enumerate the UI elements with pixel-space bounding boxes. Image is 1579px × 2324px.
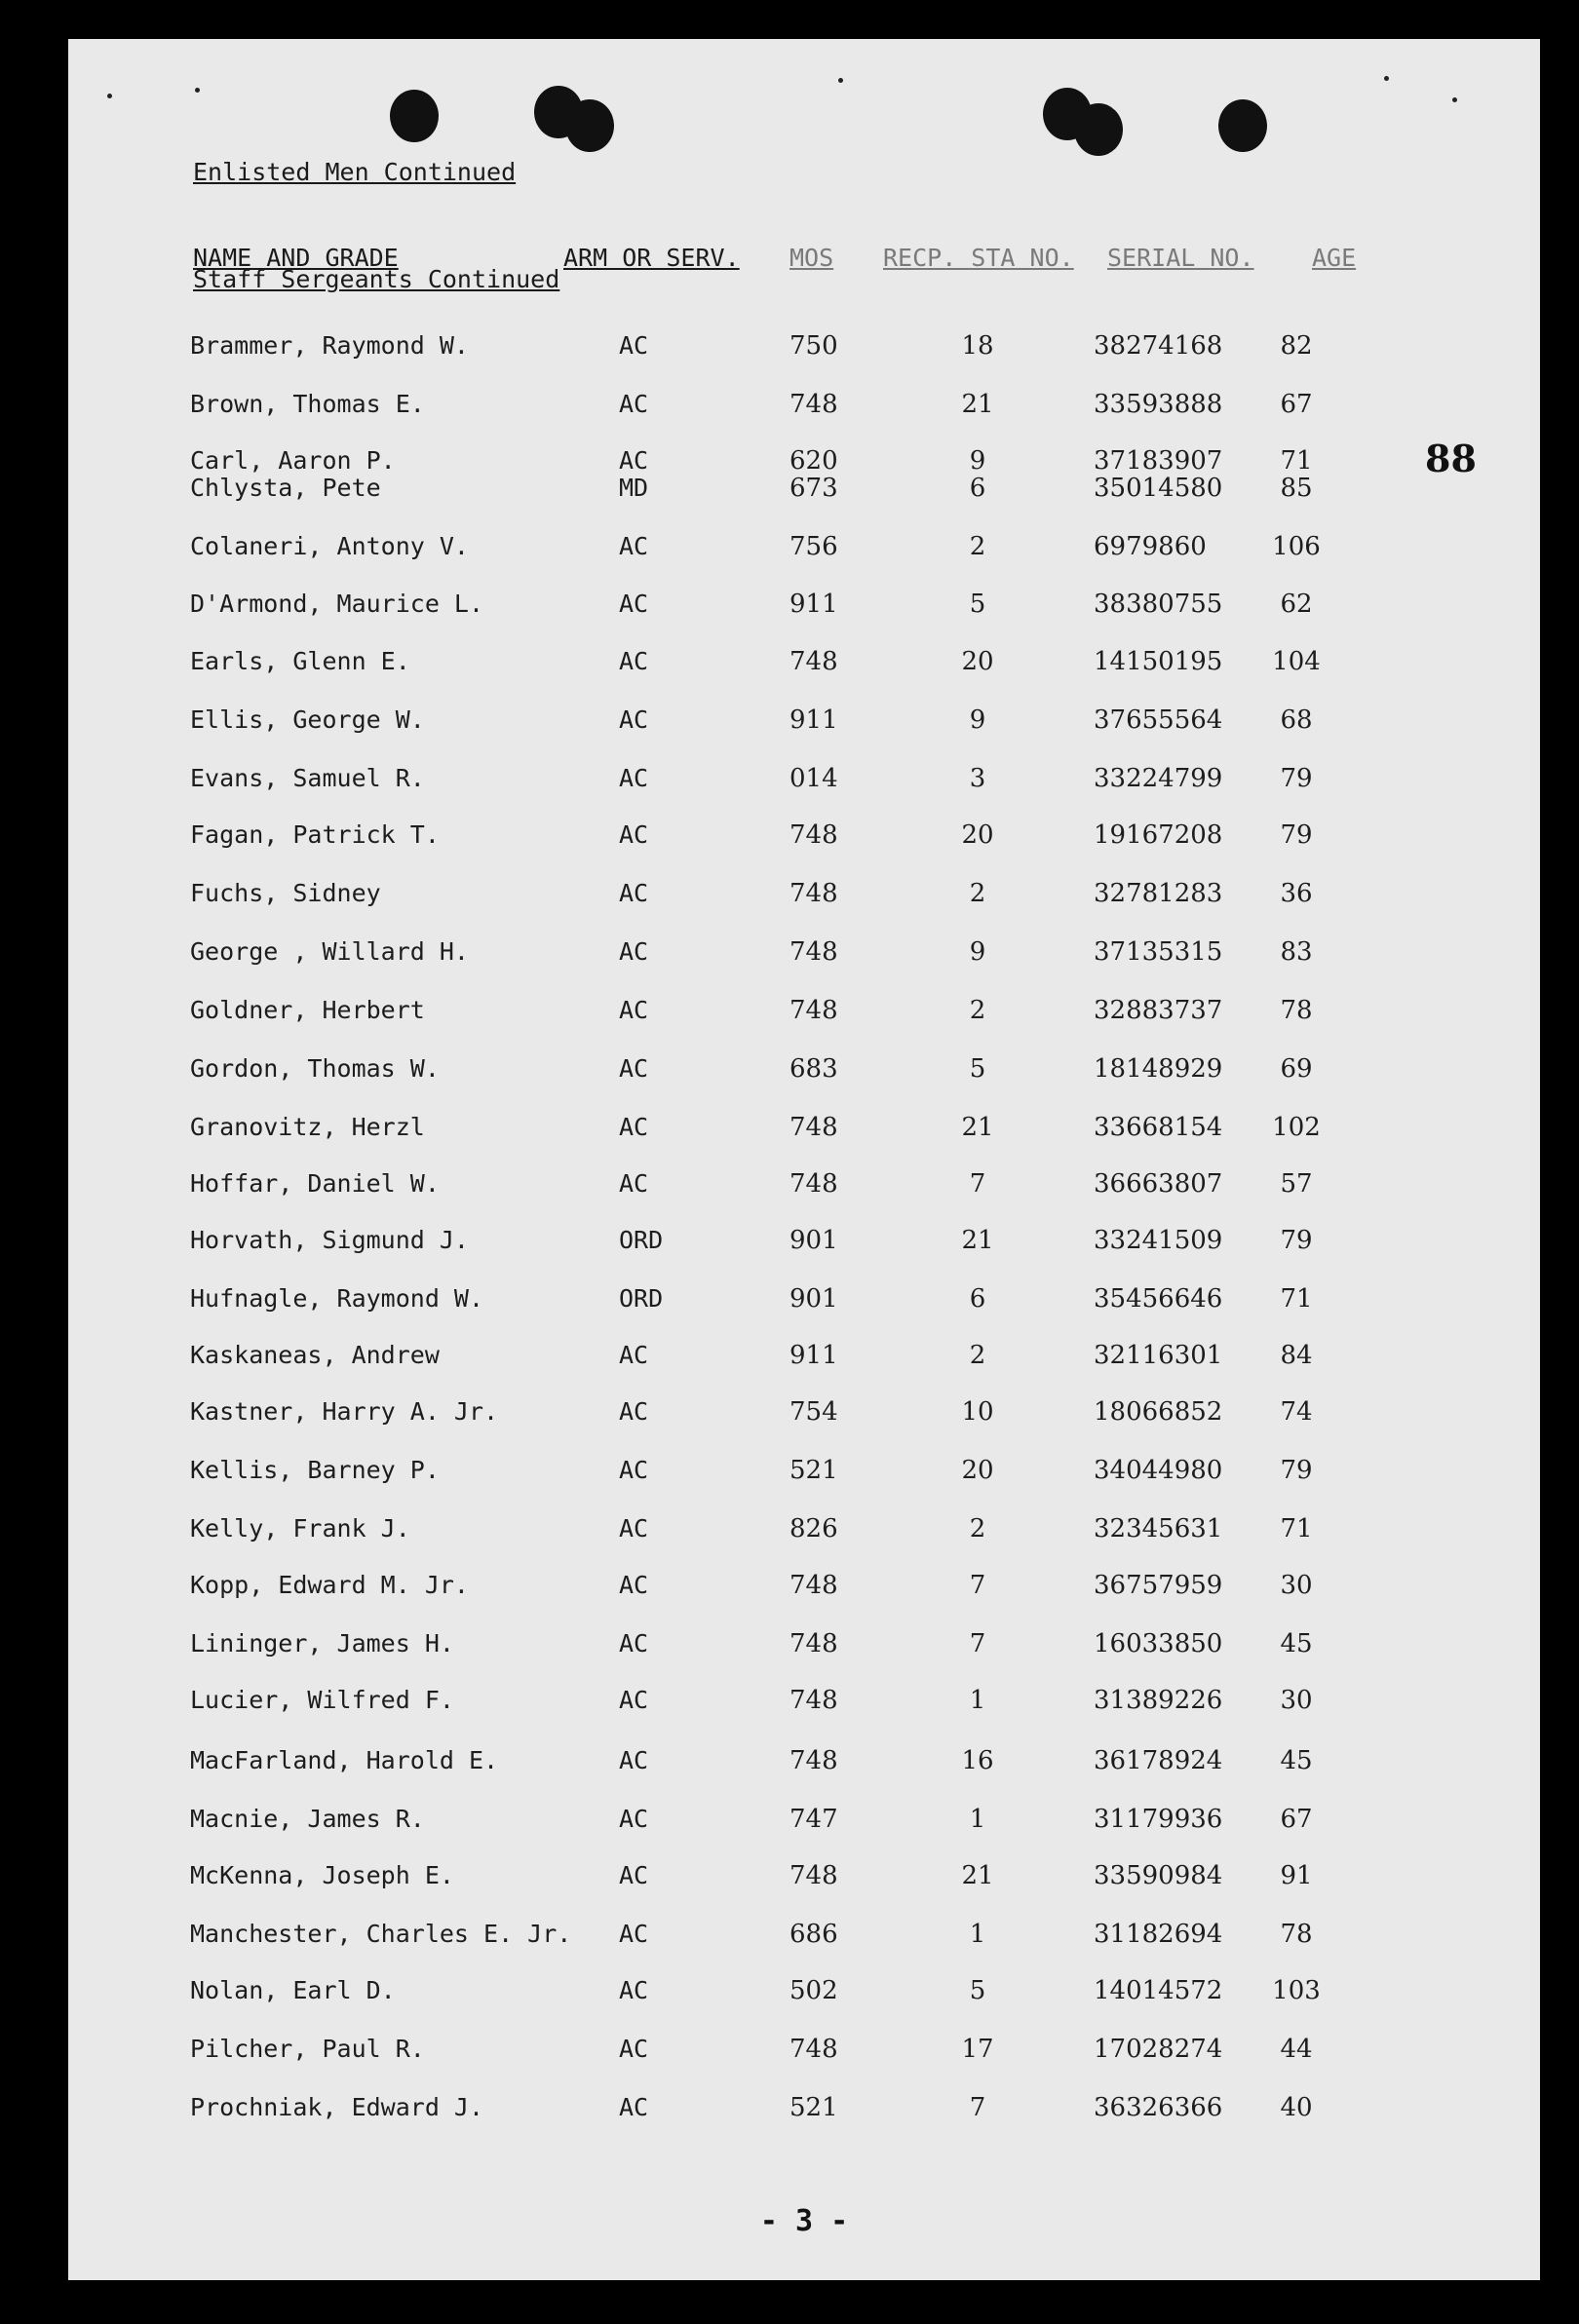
punch-hole bbox=[1074, 103, 1123, 156]
cell-arm: AC bbox=[619, 1746, 649, 1774]
cell-serial: 32781283 bbox=[1094, 879, 1223, 908]
cell-mos: 748 bbox=[790, 390, 838, 419]
cell-mos: 014 bbox=[790, 764, 838, 793]
cell-age: 79 bbox=[1280, 1226, 1313, 1255]
cell-age: 82 bbox=[1280, 331, 1313, 361]
cell-serial: 32883737 bbox=[1094, 996, 1223, 1025]
cell-mos: 748 bbox=[790, 879, 838, 908]
punch-hole bbox=[565, 99, 614, 152]
cell-age: 45 bbox=[1280, 1629, 1313, 1658]
cell-name: Earls, Glenn E. bbox=[190, 647, 410, 675]
cell-recp: 10 bbox=[961, 1397, 994, 1427]
cell-arm: AC bbox=[619, 2093, 649, 2121]
cell-serial: 36663807 bbox=[1094, 1169, 1223, 1199]
cell-serial: 31179936 bbox=[1094, 1805, 1223, 1834]
table-row bbox=[68, 590, 1540, 619]
cell-name: Kaskaneas, Andrew bbox=[190, 1341, 440, 1369]
cell-mos: 521 bbox=[790, 1456, 838, 1485]
cell-arm: AC bbox=[619, 1514, 649, 1543]
cell-recp: 9 bbox=[969, 446, 986, 476]
table-row bbox=[68, 2035, 1540, 2064]
cell-mos: 521 bbox=[790, 2093, 838, 2122]
cell-arm: AC bbox=[619, 1169, 649, 1198]
cell-age: 71 bbox=[1280, 446, 1313, 476]
cell-mos: 502 bbox=[790, 1976, 838, 2005]
cell-mos: 748 bbox=[790, 2035, 838, 2064]
cell-name: Nolan, Earl D. bbox=[190, 1976, 396, 2004]
column-header-recp: RECP. STA NO. bbox=[883, 244, 1074, 272]
cell-name: Chlysta, Pete bbox=[190, 474, 381, 502]
cell-serial: 19167208 bbox=[1094, 820, 1223, 850]
cell-serial: 14150195 bbox=[1094, 647, 1223, 676]
cell-mos: 750 bbox=[790, 331, 838, 361]
cell-arm: AC bbox=[619, 331, 649, 360]
cell-mos: 748 bbox=[790, 1861, 838, 1890]
cell-arm: AC bbox=[619, 1920, 649, 1948]
cell-age: 44 bbox=[1280, 2035, 1313, 2064]
cell-recp: 20 bbox=[961, 820, 994, 850]
cell-name: Brammer, Raymond W. bbox=[190, 331, 469, 360]
cell-mos: 748 bbox=[790, 1686, 838, 1715]
cell-arm: AC bbox=[619, 996, 649, 1024]
table-row bbox=[68, 764, 1540, 793]
column-header-name: NAME AND GRADE bbox=[193, 244, 399, 272]
cell-recp: 20 bbox=[961, 647, 994, 676]
cell-age: 67 bbox=[1280, 390, 1313, 419]
table-row bbox=[68, 1976, 1540, 2005]
cell-name: Manchester, Charles E. Jr. bbox=[190, 1920, 572, 1948]
cell-age: 79 bbox=[1280, 1456, 1313, 1485]
table-row bbox=[68, 446, 1540, 476]
speck bbox=[838, 78, 843, 83]
cell-age: 83 bbox=[1280, 937, 1313, 967]
cell-recp: 16 bbox=[961, 1746, 994, 1775]
cell-mos: 901 bbox=[790, 1284, 838, 1314]
table-row bbox=[68, 1571, 1540, 1600]
cell-name: Kopp, Edward M. Jr. bbox=[190, 1571, 469, 1599]
cell-recp: 17 bbox=[961, 2035, 994, 2064]
cell-age: 91 bbox=[1280, 1861, 1313, 1890]
table-row bbox=[68, 1746, 1540, 1775]
section-title: Enlisted Men Continued bbox=[193, 158, 517, 186]
cell-serial: 14014572 bbox=[1094, 1976, 1223, 2005]
table-row bbox=[68, 474, 1540, 503]
cell-name: Evans, Samuel R. bbox=[190, 764, 425, 792]
cell-age: 79 bbox=[1280, 820, 1313, 850]
cell-name: Colaneri, Antony V. bbox=[190, 532, 469, 560]
cell-arm: AC bbox=[619, 820, 649, 849]
cell-recp: 5 bbox=[969, 1054, 986, 1084]
cell-arm: AC bbox=[619, 764, 649, 792]
cell-name: Lucier, Wilfred F. bbox=[190, 1686, 454, 1714]
cell-age: 36 bbox=[1280, 879, 1313, 908]
cell-name: Goldner, Herbert bbox=[190, 996, 425, 1024]
cell-serial: 37655564 bbox=[1094, 705, 1223, 735]
cell-mos: 748 bbox=[790, 1746, 838, 1775]
cell-serial: 17028274 bbox=[1094, 2035, 1223, 2064]
cell-serial: 36757959 bbox=[1094, 1571, 1223, 1600]
table-row bbox=[68, 1861, 1540, 1890]
cell-name: Granovitz, Herzl bbox=[190, 1113, 425, 1141]
cell-age: 78 bbox=[1280, 996, 1313, 1025]
cell-serial: 35014580 bbox=[1094, 474, 1223, 503]
cell-recp: 7 bbox=[969, 1169, 986, 1199]
cell-arm: AC bbox=[619, 1861, 649, 1889]
table-row bbox=[68, 1456, 1540, 1485]
subsection-title: Staff Sergeants Continued bbox=[193, 265, 560, 293]
cell-age: 68 bbox=[1280, 705, 1313, 735]
cell-recp: 2 bbox=[969, 1514, 986, 1543]
cell-name: Gordon, Thomas W. bbox=[190, 1054, 440, 1083]
cell-serial: 37135315 bbox=[1094, 937, 1223, 967]
cell-mos: 911 bbox=[790, 705, 838, 735]
table-row bbox=[68, 1920, 1540, 1949]
cell-age: 45 bbox=[1280, 1746, 1313, 1775]
cell-recp: 2 bbox=[969, 532, 986, 561]
cell-name: McKenna, Joseph E. bbox=[190, 1861, 454, 1889]
cell-mos: 826 bbox=[790, 1514, 838, 1543]
cell-recp: 2 bbox=[969, 1341, 986, 1370]
table-row bbox=[68, 1805, 1540, 1834]
cell-mos: 686 bbox=[790, 1920, 838, 1949]
cell-mos: 747 bbox=[790, 1805, 838, 1834]
table-row bbox=[68, 1169, 1540, 1199]
cell-arm: AC bbox=[619, 1629, 649, 1657]
cell-serial: 37183907 bbox=[1094, 446, 1223, 476]
cell-recp: 7 bbox=[969, 1571, 986, 1600]
cell-name: Macnie, James R. bbox=[190, 1805, 425, 1833]
table-row bbox=[68, 532, 1540, 561]
cell-name: Hoffar, Daniel W. bbox=[190, 1169, 440, 1198]
cell-recp: 20 bbox=[961, 1456, 994, 1485]
cell-age: 85 bbox=[1280, 474, 1313, 503]
cell-recp: 5 bbox=[969, 1976, 986, 2005]
cell-age: 71 bbox=[1280, 1284, 1313, 1314]
table-row bbox=[68, 1054, 1540, 1084]
cell-age: 79 bbox=[1280, 764, 1313, 793]
cell-name: Ellis, George W. bbox=[190, 705, 425, 734]
cell-recp: 6 bbox=[969, 1284, 986, 1314]
cell-mos: 748 bbox=[790, 937, 838, 967]
cell-serial: 32345631 bbox=[1094, 1514, 1223, 1543]
cell-age: 62 bbox=[1280, 590, 1313, 619]
cell-mos: 911 bbox=[790, 1341, 838, 1370]
cell-mos: 620 bbox=[790, 446, 838, 476]
cell-recp: 1 bbox=[969, 1920, 986, 1949]
page-number: - 3 - bbox=[759, 2204, 849, 2238]
cell-arm: AC bbox=[619, 937, 649, 966]
cell-serial: 31389226 bbox=[1094, 1686, 1223, 1715]
cell-age: 106 bbox=[1272, 532, 1321, 561]
speck bbox=[107, 94, 112, 98]
table-row bbox=[68, 2093, 1540, 2122]
cell-recp: 9 bbox=[969, 937, 986, 967]
cell-mos: 748 bbox=[790, 647, 838, 676]
table-row bbox=[68, 1629, 1540, 1658]
cell-name: George , Willard H. bbox=[190, 937, 469, 966]
cell-mos: 748 bbox=[790, 1571, 838, 1600]
cell-arm: AC bbox=[619, 532, 649, 560]
cell-name: Fagan, Patrick T. bbox=[190, 820, 440, 849]
cell-mos: 754 bbox=[790, 1397, 838, 1427]
cell-name: Carl, Aaron P. bbox=[190, 446, 396, 475]
cell-serial: 38380755 bbox=[1094, 590, 1223, 619]
cell-age: 84 bbox=[1280, 1341, 1313, 1370]
cell-arm: AC bbox=[619, 1054, 649, 1083]
cell-serial: 32116301 bbox=[1094, 1341, 1223, 1370]
cell-name: Hufnagle, Raymond W. bbox=[190, 1284, 484, 1313]
cell-arm: MD bbox=[619, 474, 649, 502]
cell-age: 67 bbox=[1280, 1805, 1313, 1834]
cell-arm: AC bbox=[619, 1976, 649, 2004]
cell-arm: AC bbox=[619, 446, 649, 475]
cell-name: Horvath, Sigmund J. bbox=[190, 1226, 469, 1254]
cell-age: 30 bbox=[1280, 1571, 1313, 1600]
cell-age: 104 bbox=[1272, 647, 1321, 676]
cell-arm: ORD bbox=[619, 1226, 664, 1254]
cell-age: 57 bbox=[1280, 1169, 1313, 1199]
speck bbox=[1384, 76, 1389, 81]
cell-name: MacFarland, Harold E. bbox=[190, 1746, 499, 1774]
cell-age: 30 bbox=[1280, 1686, 1313, 1715]
cell-name: Kelly, Frank J. bbox=[190, 1514, 410, 1543]
document-page bbox=[68, 39, 1540, 2280]
cell-recp: 1 bbox=[969, 1686, 986, 1715]
cell-serial: 33224799 bbox=[1094, 764, 1223, 793]
cell-recp: 21 bbox=[961, 1113, 994, 1142]
punch-hole bbox=[1218, 99, 1267, 152]
table-row bbox=[68, 879, 1540, 908]
cell-arm: AC bbox=[619, 590, 649, 618]
table-row bbox=[68, 1397, 1540, 1427]
cell-arm: AC bbox=[619, 1805, 649, 1833]
column-header-mos: MOS bbox=[790, 244, 834, 272]
cell-name: Lininger, James H. bbox=[190, 1629, 454, 1657]
punch-hole bbox=[390, 90, 439, 142]
cell-mos: 748 bbox=[790, 1629, 838, 1658]
cell-recp: 2 bbox=[969, 996, 986, 1025]
cell-name: Fuchs, Sidney bbox=[190, 879, 381, 907]
cell-name: Brown, Thomas E. bbox=[190, 390, 425, 418]
cell-arm: AC bbox=[619, 879, 649, 907]
table-row bbox=[68, 996, 1540, 1025]
cell-mos: 748 bbox=[790, 820, 838, 850]
cell-recp: 9 bbox=[969, 705, 986, 735]
table-row bbox=[68, 820, 1540, 850]
column-header-age: AGE bbox=[1312, 244, 1357, 272]
cell-recp: 21 bbox=[961, 390, 994, 419]
cell-recp: 7 bbox=[969, 1629, 986, 1658]
cell-serial: 36178924 bbox=[1094, 1746, 1223, 1775]
cell-arm: AC bbox=[619, 1341, 649, 1369]
table-row bbox=[68, 390, 1540, 419]
cell-serial: 33593888 bbox=[1094, 390, 1223, 419]
cell-arm: AC bbox=[619, 2035, 649, 2063]
cell-name: Pilcher, Paul R. bbox=[190, 2035, 425, 2063]
cell-mos: 756 bbox=[790, 532, 838, 561]
cell-arm: AC bbox=[619, 1686, 649, 1714]
cell-recp: 1 bbox=[969, 1805, 986, 1834]
cell-mos: 748 bbox=[790, 1113, 838, 1142]
table-row bbox=[68, 705, 1540, 735]
cell-arm: AC bbox=[619, 1397, 649, 1426]
cell-arm: AC bbox=[619, 1456, 649, 1484]
margin-number: 88 bbox=[1425, 437, 1477, 480]
cell-age: 71 bbox=[1280, 1514, 1313, 1543]
cell-serial: 16033850 bbox=[1094, 1629, 1223, 1658]
table-row bbox=[68, 1284, 1540, 1314]
cell-serial: 18066852 bbox=[1094, 1397, 1223, 1427]
cell-name: Prochniak, Edward J. bbox=[190, 2093, 484, 2121]
table-row bbox=[68, 1113, 1540, 1142]
table-row bbox=[68, 1514, 1540, 1543]
cell-recp: 5 bbox=[969, 590, 986, 619]
speck bbox=[1452, 97, 1457, 102]
cell-age: 102 bbox=[1272, 1113, 1321, 1142]
cell-mos: 901 bbox=[790, 1226, 838, 1255]
cell-age: 40 bbox=[1280, 2093, 1313, 2122]
cell-name: D'Armond, Maurice L. bbox=[190, 590, 484, 618]
cell-recp: 2 bbox=[969, 879, 986, 908]
cell-serial: 33668154 bbox=[1094, 1113, 1223, 1142]
cell-recp: 18 bbox=[961, 331, 994, 361]
cell-mos: 748 bbox=[790, 996, 838, 1025]
cell-serial: 33590984 bbox=[1094, 1861, 1223, 1890]
cell-serial: 33241509 bbox=[1094, 1226, 1223, 1255]
cell-name: Kastner, Harry A. Jr. bbox=[190, 1397, 499, 1426]
cell-age: 78 bbox=[1280, 1920, 1313, 1949]
cell-arm: AC bbox=[619, 647, 649, 675]
column-header-arm: ARM OR SERV. bbox=[563, 244, 740, 272]
cell-serial: 38274168 bbox=[1094, 331, 1223, 361]
cell-recp: 21 bbox=[961, 1226, 994, 1255]
cell-serial: 34044980 bbox=[1094, 1456, 1223, 1485]
cell-recp: 6 bbox=[969, 474, 986, 503]
cell-serial: 6979860 bbox=[1094, 532, 1207, 561]
cell-age: 103 bbox=[1272, 1976, 1321, 2005]
table-row bbox=[68, 1226, 1540, 1255]
cell-arm: ORD bbox=[619, 1284, 664, 1313]
cell-mos: 683 bbox=[790, 1054, 838, 1084]
table-row bbox=[68, 647, 1540, 676]
cell-arm: AC bbox=[619, 390, 649, 418]
cell-mos: 911 bbox=[790, 590, 838, 619]
cell-serial: 35456646 bbox=[1094, 1284, 1223, 1314]
cell-mos: 748 bbox=[790, 1169, 838, 1199]
cell-arm: AC bbox=[619, 705, 649, 734]
cell-arm: AC bbox=[619, 1571, 649, 1599]
cell-age: 74 bbox=[1280, 1397, 1313, 1427]
cell-arm: AC bbox=[619, 1113, 649, 1141]
cell-age: 69 bbox=[1280, 1054, 1313, 1084]
speck bbox=[195, 88, 200, 93]
cell-recp: 3 bbox=[969, 764, 986, 793]
cell-serial: 18148929 bbox=[1094, 1054, 1223, 1084]
table-row bbox=[68, 1686, 1540, 1715]
cell-recp: 21 bbox=[961, 1861, 994, 1890]
table-row bbox=[68, 1341, 1540, 1370]
cell-serial: 31182694 bbox=[1094, 1920, 1223, 1949]
column-header-serial: SERIAL NO. bbox=[1107, 244, 1254, 272]
cell-serial: 36326366 bbox=[1094, 2093, 1223, 2122]
table-row bbox=[68, 937, 1540, 967]
cell-recp: 7 bbox=[969, 2093, 986, 2122]
table-row bbox=[68, 331, 1540, 361]
cell-name: Kellis, Barney P. bbox=[190, 1456, 440, 1484]
cell-mos: 673 bbox=[790, 474, 838, 503]
